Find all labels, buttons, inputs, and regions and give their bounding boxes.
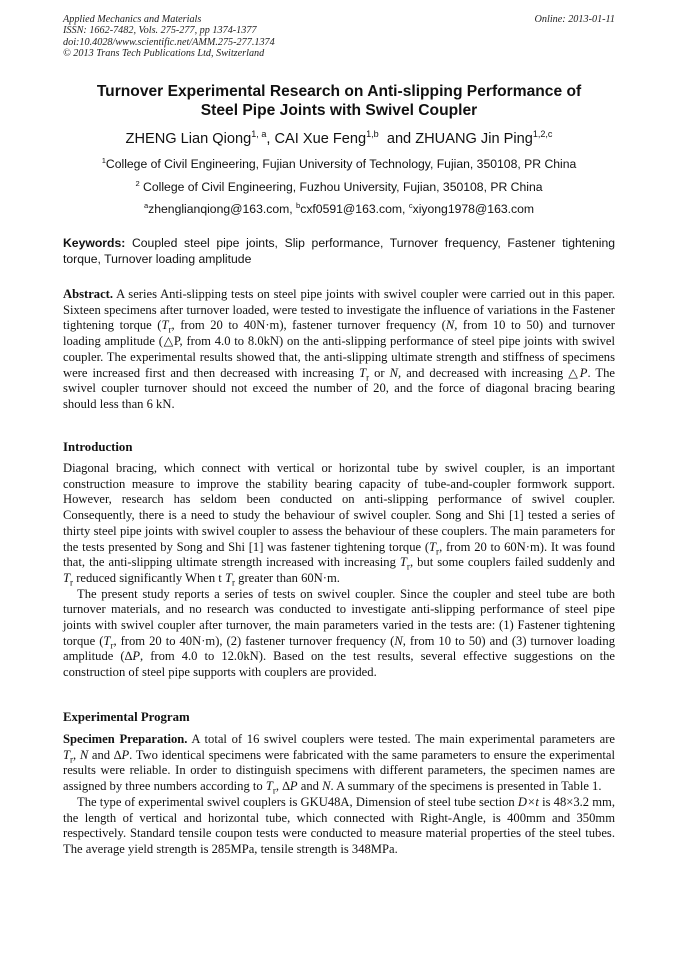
- paper-title: [63, 82, 615, 120]
- symbol-tr: T: [161, 318, 169, 333]
- exp-text-1d: . Two identical specimens were fabricated with the same parameters to ensure the experimental results were reliable. In order to distinguish specimens with different parameters, the specimen names are assigned by three numbers according to: [63, 747, 615, 794]
- email-b: cxf0591@163.com,: [300, 202, 409, 216]
- experimental-paragraph-2: [63, 795, 615, 858]
- affiliation-1-text: College of Civil Engineering, Fujian University of Technology, Fujian, 350108, PR China: [105, 157, 577, 171]
- exp-text-1c: and: [88, 747, 114, 762]
- symbol-tr: T: [359, 365, 367, 380]
- email-line: [63, 202, 615, 217]
- symbol-p: P: [289, 779, 298, 794]
- symbol-p: P: [132, 649, 141, 664]
- symbol-p: P: [121, 747, 130, 762]
- experimental-body: [63, 732, 615, 858]
- symbol-tr: T: [429, 539, 437, 554]
- symbol-tr-sub: r: [406, 561, 410, 572]
- issn-line: ISSN: 1662-7482, Vols. 275-277, pp 1374-1377: [63, 25, 257, 37]
- symbol-tr-sub: r: [272, 785, 276, 796]
- exp-text-1g: . A summary of the specimens is presented in Table 1.: [330, 779, 602, 794]
- abstract-text-1: A series Anti-slipping tests on steel pipe joints with swivel coupler were carried out in this paper. Sixteen specimens after turnover loaded, were tested to investigate the influence of variations in the Fastener tightening torque (: [63, 287, 615, 333]
- symbol-p: P: [579, 365, 588, 380]
- intro-text-2b: , from 20 to 40N·m), (2) fastener turnover frequency (: [113, 633, 395, 648]
- abstract-block: [63, 287, 615, 413]
- intro-text-1e: greater than 60N·m.: [235, 570, 340, 585]
- symbol-tr-sub: r: [70, 754, 74, 765]
- email-a: zhenglianqiong@163.com,: [148, 202, 297, 216]
- keywords-block: [63, 235, 615, 267]
- online-date: Online: 2013-01-11: [534, 14, 615, 25]
- exp-text-2b: is 48×3.2 mm, the length of vertical and horizontal tube, which connected with Right-Angle, is 400mm and 350mm respectively. Standard tensile coupon tests were conducted to measure material properties of the steel tubes. The average yield strength is 285MPa, tensile strength is 348MPa.: [63, 794, 615, 856]
- affiliation-2: [63, 180, 615, 195]
- abstract-text-6: . The swivel coupler turnover should not exceed the number of 20, and the force of diagonal bracing bearing should less than 6 kN.: [63, 365, 615, 411]
- affiliation-2-text: College of Civil Engineering, Fuzhou University, Fujian, 350108, PR China: [139, 180, 543, 194]
- title-line-2: Steel Pipe Joints with Swivel Coupler: [200, 102, 478, 119]
- keywords-text: Coupled steel pipe joints, Slip performance, Turnover frequency, Fastener tightening torque, Turnover loading amplitude: [63, 236, 615, 266]
- title-line-1: Turnover Experimental Research on Anti-slipping Performance of: [96, 83, 582, 100]
- copyright-line: © 2013 Trans Tech Publications Ltd, Switzerland: [63, 48, 265, 60]
- author-3: and ZHUANG Jin Ping: [378, 131, 533, 147]
- abstract-text-5: , and decreased with increasing △: [398, 365, 580, 380]
- doi-line: doi:10.4028/www.scientific.net/AMM.275-277.1374: [63, 36, 275, 48]
- exp-text-1e: ,: [275, 779, 283, 794]
- exp-text-2a: The type of experimental swivel couplers is GKU48A, Dimension of steel tube section: [77, 794, 518, 809]
- symbol-tr: T: [63, 570, 71, 585]
- intro-text-1c: , but some couplers failed suddenly and: [409, 555, 615, 570]
- journal-name: Applied Mechanics and Materials: [63, 14, 202, 25]
- symbol-tr-sub: r: [168, 324, 172, 335]
- affiliation-1-mark: 1: [101, 155, 106, 165]
- intro-text-2d: , from 4.0 to 12.0kN). Based on the test results, several effective suggestions on the construction of steel pipe supports with couplers are provided.: [63, 649, 615, 680]
- symbol-n: N: [394, 633, 403, 648]
- author-2: , CAI Xue Feng: [266, 131, 367, 147]
- author-list: [63, 130, 615, 148]
- exp-text-1f: and: [297, 779, 323, 794]
- author-1-affil: 1, a: [251, 129, 267, 140]
- symbol-tr-sub: r: [366, 372, 370, 383]
- intro-text-1d: reduced significantly When t: [73, 570, 225, 585]
- symbol-tr: T: [224, 570, 232, 585]
- exp-text-1a: A total of 16 swivel couplers were tested. The main experimental parameters are: [187, 732, 615, 746]
- intro-paragraph-1: [63, 461, 615, 587]
- email-b-mark: b: [296, 200, 301, 210]
- author-2-affil: 1,b: [366, 129, 379, 140]
- exp-text-1b: ,: [73, 747, 80, 762]
- symbol-delta: ∆: [113, 747, 122, 762]
- intro-text-2a: The present study reports a series of tests on swivel coupler. Since the coupler and steel tube are both turnover materials, and no research was conducted to investigate anti-slipping performance of steel pipe joints with swivel coupler after turnover, the main parameters varied in the tests are: (1) Fastener tightening torque (: [63, 586, 615, 648]
- intro-paragraph-2: [63, 587, 615, 681]
- abstract-text-4: or: [369, 365, 390, 380]
- symbol-tr-sub: r: [70, 577, 74, 588]
- author-1: ZHENG Lian Qiong: [125, 131, 252, 147]
- journal-header: [63, 14, 615, 60]
- email-a-mark: a: [143, 200, 149, 210]
- symbol-tr: T: [399, 555, 407, 570]
- symbol-tr: T: [63, 747, 71, 762]
- symbol-tr: T: [265, 779, 273, 794]
- symbol-n: N: [79, 747, 89, 762]
- specimen-preparation-label: Specimen Preparation.: [63, 732, 188, 746]
- symbol-n: N: [389, 365, 399, 380]
- symbol-dxt: D×t: [517, 794, 539, 809]
- abstract-text-2: , from 20 to 40N·m), fastener turnover frequency (: [171, 318, 446, 333]
- section-heading-introduction: Introduction: [63, 440, 133, 454]
- symbol-tr-sub: r: [110, 640, 114, 651]
- affiliation-1: [63, 157, 615, 172]
- symbol-delta: ∆: [282, 779, 290, 794]
- intro-text-1a: Diagonal bracing, which connect with vertical or horizontal tube by swivel coupler, is an important construction measure to improve the stability bearing capacity of tube-and-coupler formwork support. However, research has seldom been conducted on anti-slipping performance of swivel coupler. Consequently, there is a need to study the behaviour of swivel coupler. Song and Shi [1] tested a series of thirty steel pipe joints with swivel coupler to assess the behaviour of these couplers. The main parameters for the tests presented by Song and Shi [1] was fastener tightening torque (: [63, 461, 615, 554]
- symbol-tr-sub: r: [436, 546, 440, 557]
- author-3-affil: 1,2,c: [532, 129, 553, 140]
- intro-text-2c: , from 10 to 50) and (3) turnover loading amplitude (: [63, 633, 615, 664]
- experimental-paragraph-1: [63, 732, 615, 795]
- symbol-delta: ∆: [124, 649, 133, 664]
- email-c-mark: c: [408, 200, 413, 210]
- introduction-body: [63, 461, 615, 681]
- section-heading-experimental-program: Experimental Program: [63, 710, 190, 724]
- affiliation-2-mark: 2: [135, 178, 140, 188]
- intro-text-1b: , from 20 to 60N·m). It was found that, the anti-slipping ultimate strength increased with increasing: [63, 539, 616, 570]
- symbol-tr-sub: r: [231, 577, 235, 588]
- keywords-label: Keywords:: [63, 236, 126, 250]
- email-c: xiyong1978@163.com: [412, 202, 535, 216]
- abstract-label: Abstract.: [63, 287, 114, 301]
- symbol-n: N: [445, 318, 455, 333]
- symbol-tr: T: [103, 633, 111, 648]
- symbol-n: N: [322, 779, 331, 794]
- abstract-text-3: , from 10 to 50) and turnover loading amplitude (△P, from 4.0 to 8.0kN) on the anti-slipping performance of steel pipe joints with swivel coupler. The experimental results showed that, the anti-slipping ultimate strength and stiffness of specimens were increased first and then decreased with increasing: [63, 318, 616, 380]
